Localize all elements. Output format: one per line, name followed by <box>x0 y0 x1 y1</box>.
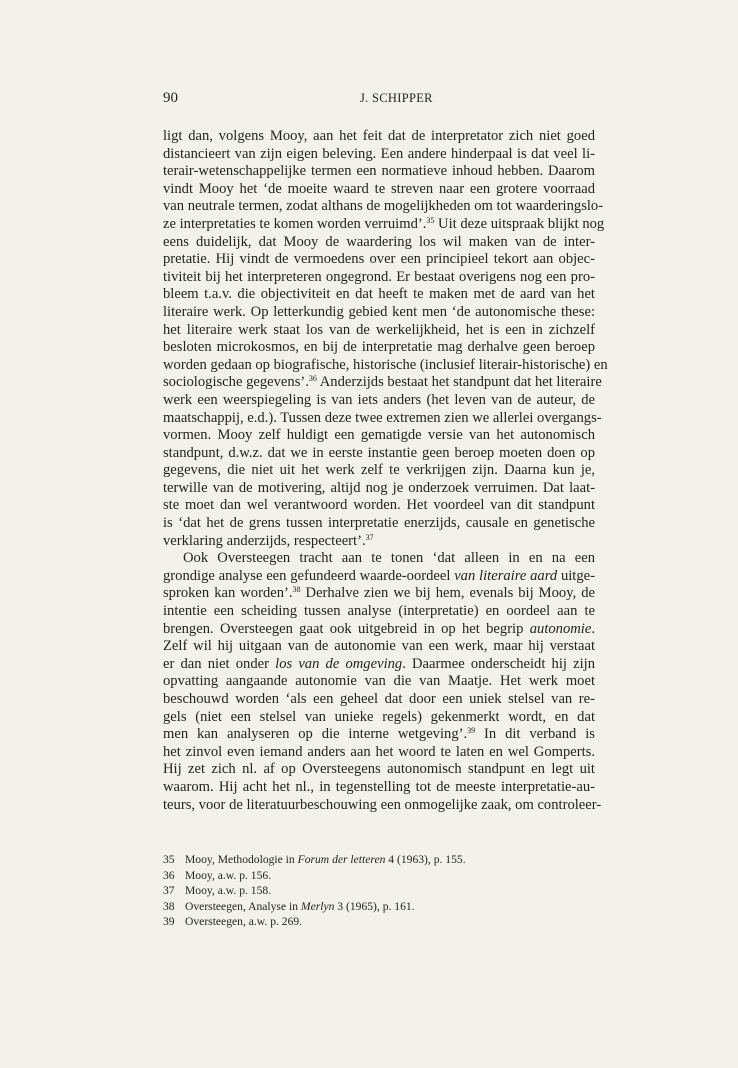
footnote-number: 36 <box>163 868 175 882</box>
text-line: werk een weerspiegeling is van iets anders (het leven van de auteur, de <box>163 391 595 408</box>
footnote <box>163 868 595 884</box>
footnote-text: Oversteegen, a.w. p. 269. <box>185 915 303 929</box>
text-line: beschouwd worden ‘als een geheel dat door een uniek stelsel van re- <box>163 691 595 707</box>
italic-text: autonomie <box>529 620 592 637</box>
text-line: Zelf wil hij uitgaan van de autonomie van een werk, maar hij verstaat <box>163 638 595 655</box>
text-line: Ook Oversteegen tracht aan te tonen ‘dat alleen in en na een <box>183 550 595 567</box>
text-line <box>163 656 595 674</box>
text-line: terair-wetenschappelijke termen een normatieve inhoud hebben. Daarom <box>163 163 595 180</box>
text-line <box>163 215 605 234</box>
footnote-ref: 39 <box>467 726 476 736</box>
footnote-ref: 35 <box>426 215 435 225</box>
text-line <box>163 585 595 603</box>
running-head: J. SCHIPPER <box>360 91 433 105</box>
text-line: vindt Mooy het ‘de moeite waard te streven naar een grotere voorraad <box>163 180 595 197</box>
text-line <box>163 726 595 744</box>
text-line: distancieert van zijn eigen beleving. Een andere hinderpaal is dat veel li- <box>163 145 595 162</box>
text-line: gels (niet een stelsel van unieke regels) gekenmerkt wordt, en dat <box>163 708 595 725</box>
text-line: intentie een scheiding tussen analyse (interpretatie) en oordeel aan te <box>163 603 595 620</box>
footnote-text: Oversteegen, Analyse in <box>185 899 301 913</box>
text-run: ze interpretaties te komen worden verruimd’. <box>163 215 427 232</box>
text-line: eens duidelijk, dat Mooy de waardering los wil maken van de inter- <box>163 233 595 250</box>
text-run: Anderzijds bestaat het standpunt dat het literaire <box>316 374 602 391</box>
text-line: pretatie. Hij vindt de vermoedens over een principieel tekort aan objec- <box>163 251 595 268</box>
text-run: . Daarmee onderscheidt hij zijn <box>402 655 595 672</box>
text-line: tiviteit bij het interpreteren ongegrond. Er bestaat overigens nog een pro- <box>163 268 595 285</box>
footnote-title: Forum der letteren <box>297 853 386 866</box>
text-line: het zinvol even iemand anders aan het woord te laten en wel Gomperts. <box>163 743 595 760</box>
text-run: Uit deze uitspraak blijkt nog <box>434 215 605 232</box>
text-line <box>163 621 595 639</box>
footnote-number: 37 <box>163 884 175 898</box>
footnote-title: Merlyn <box>300 899 335 913</box>
footnote-number: 39 <box>163 915 175 929</box>
text-line: teurs, voor de literatuurbeschouwing een onmogelijke zaak, om controleer- <box>163 796 602 813</box>
text-run: grondige analyse een gefundeerd waarde-oordeel <box>163 567 455 584</box>
text-line: besloten microkosmos, en bij de interpretatie mag derhalve geen beroep <box>163 339 595 356</box>
text-line: opvatting aangaande autonomie van die van Maatje. Het werk moet <box>163 673 595 690</box>
text-line: worden gedaan op biografische, historische (inclusief literair-historische) en <box>163 356 608 373</box>
text-line: literaire werk. Op letterkundig gebied kent men ‘de autonomische these: <box>163 303 595 320</box>
text-line: ste moet dan wel verantwoord worden. Het voordeel van dit standpunt <box>163 497 595 514</box>
text-run: verklaring anderzijds, respecteert’. <box>163 532 366 549</box>
italic-text: los van de omgeving <box>275 655 403 672</box>
footnote-number: 35 <box>163 853 175 866</box>
text-run: . <box>591 620 595 637</box>
text-line: maatschappij, e.d.). Tussen deze twee extremen zien we allerlei overgangs- <box>163 409 602 426</box>
text-run: sproken kan worden’. <box>163 585 293 602</box>
text-run: uitge- <box>557 567 595 584</box>
text-line: terwille van de motivering, altijd nog je onderzoek verruimen. Dat laat- <box>163 479 595 496</box>
body-text <box>163 128 608 814</box>
text-line: van neutrale termen, zodat althans de mogelijkheden om tot waarderingslo- <box>163 198 604 215</box>
footnote-text: 3 (1965), p. 161. <box>334 899 415 913</box>
footnote <box>163 852 595 868</box>
italic-text: van literaire aard <box>454 567 558 584</box>
footnote <box>163 883 595 899</box>
text-line: gegevens, die niet uit het werk zelf te verkrijgen zijn. Daarna kun je, <box>163 462 595 479</box>
text-line: waarom. Hij acht het nl., in tegenstelling tot de meeste interpretatie-au- <box>163 778 595 795</box>
text-run: men kan analyseren op die interne wetgeving’. <box>163 726 468 743</box>
text-line: het literaire werk staat los van de werkelijkheid, het is een in zichzelf <box>163 321 595 338</box>
text-line: ligt dan, volgens Mooy, aan het feit dat de interpretator zich niet goed <box>163 128 595 144</box>
footnote-ref: 38 <box>292 585 301 595</box>
text-run: In dit verband is <box>475 726 595 743</box>
text-run: sociologische gegevens’. <box>163 374 309 391</box>
footnote-ref: 36 <box>308 374 317 384</box>
text-line: is ‘dat het de grens tussen interpretatie enerzijds, causale en genetische <box>163 515 595 532</box>
footnote <box>163 899 595 915</box>
footnote-text: Mooy, a.w. p. 156. <box>185 868 272 882</box>
text-run: Derhalve zien we bij hem, evenals bij Mooy, de <box>300 585 595 602</box>
footnote-number: 38 <box>163 899 175 913</box>
text-run: brengen. Oversteegen gaat ook uitgebreid in op het begrip <box>163 620 530 637</box>
footnote-text: Mooy, Methodologie in <box>185 853 298 866</box>
footnote-ref: 37 <box>365 532 374 542</box>
footnotes <box>163 852 595 930</box>
page-number: 90 <box>163 90 178 106</box>
text-line <box>163 374 602 392</box>
text-run: er dan niet onder <box>163 655 276 672</box>
footnote-text: Mooy, a.w. p. 158. <box>185 884 272 898</box>
text-line <box>163 568 595 586</box>
text-line: vormen. Mooy zelf huldigt een gematigde versie van het autonomisch <box>163 427 595 444</box>
text-line: Hij zet zich nl. af op Oversteegens autonomisch standpunt en legt uit <box>163 761 595 778</box>
footnote-text: 4 (1963), p. 155. <box>385 853 466 866</box>
footnote <box>163 914 595 930</box>
text-line <box>163 533 595 551</box>
text-line: standpunt, d.w.z. dat we in eerste instantie geen beroep moeten doen op <box>163 444 595 461</box>
text-line: bleem t.a.v. die objectiviteit en dat heeft te maken met de aard van het <box>163 286 595 303</box>
